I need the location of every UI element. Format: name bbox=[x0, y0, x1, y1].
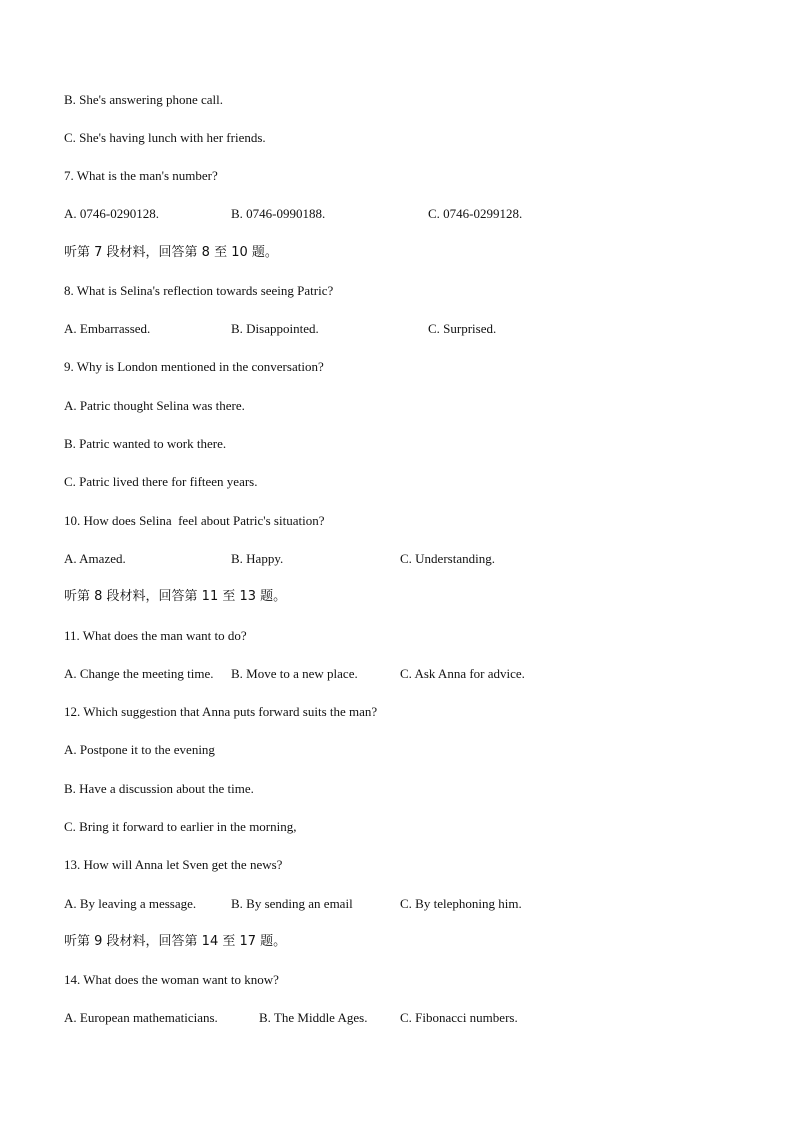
question-14: 14. What does the woman want to know? bbox=[64, 972, 279, 987]
q14-option-c: C. Fibonacci numbers. bbox=[400, 1010, 518, 1025]
q11-option-c: C. Ask Anna for advice. bbox=[400, 666, 525, 681]
q10-option-b: B. Happy. bbox=[231, 551, 284, 566]
q7-option-b: B. 0746-0990188. bbox=[231, 206, 326, 221]
section-9-heading: 听第 9 段材料，回答第 14 至 17 题。 bbox=[64, 934, 287, 949]
q11-option-a: A. Change the meeting time. bbox=[64, 666, 214, 681]
q11-option-b: B. Move to a new place. bbox=[231, 666, 358, 681]
q14-option-a: A. European mathematicians. bbox=[64, 1010, 218, 1025]
q8-option-c: C. Surprised. bbox=[428, 321, 497, 336]
q8-option-b: B. Disappointed. bbox=[231, 321, 319, 336]
question-9: 9. Why is London mentioned in the conversation? bbox=[64, 359, 324, 374]
q9-option-a: A. Patric thought Selina was there. bbox=[64, 398, 245, 413]
question-10: 10. How does Selina feel about Patric's situation? bbox=[64, 513, 325, 528]
q9-option-b: B. Patric wanted to work there. bbox=[64, 436, 227, 451]
question-7: 7. What is the man's number? bbox=[64, 168, 218, 183]
q12-option-b: B. Have a discussion about the time. bbox=[64, 781, 254, 796]
question-13: 13. How will Anna let Sven get the news? bbox=[64, 857, 283, 872]
q8-option-a: A. Embarrassed. bbox=[64, 321, 151, 336]
q10-option-a: A. Amazed. bbox=[64, 551, 126, 566]
section-7-heading: 听第 7 段材料，回答第 8 至 10 题。 bbox=[64, 245, 278, 260]
q6-option-b: B. She's answering phone call. bbox=[64, 92, 224, 107]
q6-option-c: C. She's having lunch with her friends. bbox=[64, 130, 266, 145]
question-11: 11. What does the man want to do? bbox=[64, 628, 247, 643]
q7-option-c: C. 0746-0299128. bbox=[428, 206, 523, 221]
section-8-heading: 听第 8 段材料，回答第 11 至 13 题。 bbox=[64, 589, 287, 604]
q13-option-a: A. By leaving a message. bbox=[64, 896, 197, 911]
q13-option-b: B. By sending an email bbox=[231, 896, 353, 911]
q14-option-b: B. The Middle Ages. bbox=[259, 1010, 368, 1025]
question-12: 12. Which suggestion that Anna puts forward suits the man? bbox=[64, 704, 378, 719]
q9-option-c: C. Patric lived there for fifteen years. bbox=[64, 474, 258, 489]
q13-option-c: C. By telephoning him. bbox=[400, 896, 522, 911]
question-8: 8. What is Selina's reflection towards seeing Patric? bbox=[64, 283, 334, 298]
q7-option-a: A. 0746-0290128. bbox=[64, 206, 159, 221]
q10-option-c: C. Understanding. bbox=[400, 551, 495, 566]
q12-option-c: C. Bring it forward to earlier in the morning, bbox=[64, 819, 297, 834]
q12-option-a: A. Postpone it to the evening bbox=[64, 742, 215, 757]
